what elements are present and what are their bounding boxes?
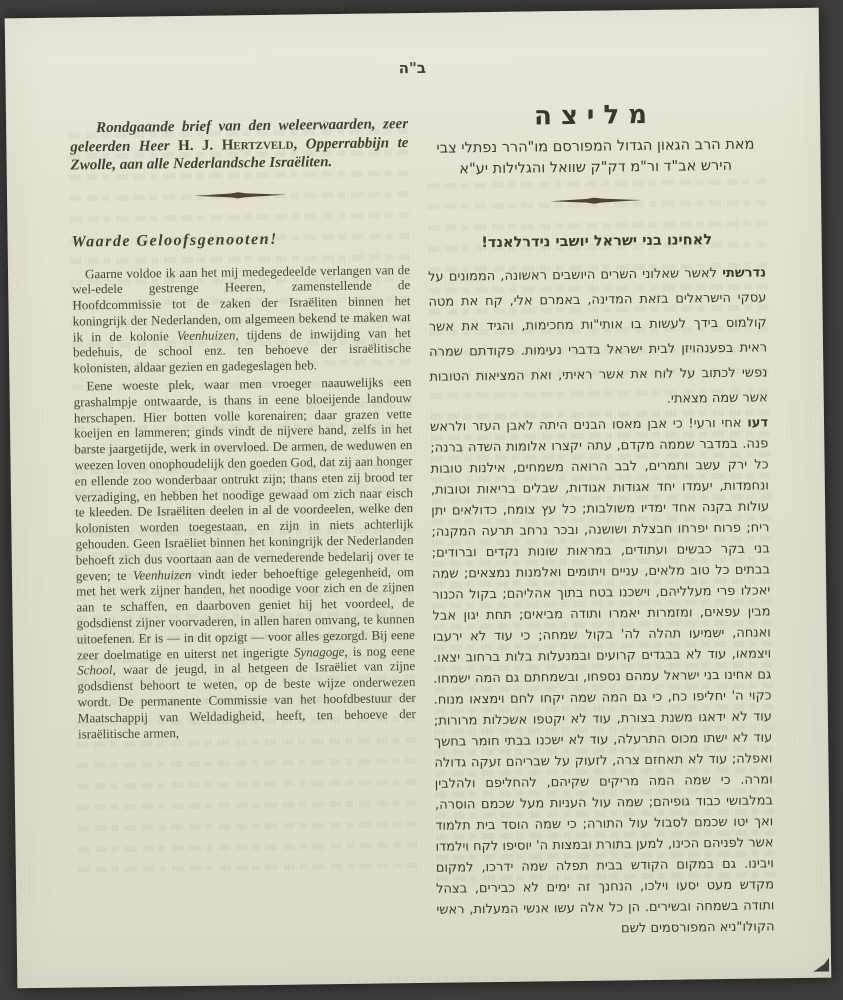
paper-tear-mark [813,958,829,972]
hebrew-paragraph-2 [430,412,775,941]
dutch-paragraph-1: Gaarne voldoe ik aan het mij medegedeelde verlangen van de wel-edele gestrenge Heeren, zamenstellende de Hoofdcommissie tot de zaken der Israëliten binnen het koningrijk der Nederlanden, om algemeen bekend te maken wat ik in de kolonie Veenhuizen, tijdens de inwijding van het bedehuis, de school enz. ten behoeve der israëlitische kolonisten, aldaar gezien en gadegeslagen heb. [72,261,412,376]
hashem-mark: ב"ה [398,58,427,78]
dutch-column [70,115,416,742]
hebrew-paragraph-2-lead: דעו [747,415,769,431]
dutch-paragraph-2: Eene woeste plek, waar men vroeger naauwelijks een grashalmpje ontwaarde, is thans in eene bloeijende landouw herschapen. Hier botten volle korenairen; daar grazen vette koeijen en lammeren; ginds vindt de nijvere hand, zelfs in het barste jaargetijde, werk in overvloed. De armen, de weduwen en weezen loven onophoudelijk den goeden God, dat zij aan honger en ellende zoo wonderbaar ontrukt zijn; thans eten zij brood ter verzadiging, en hebben het noodige gewaad om zich naar eisch te kleeden. De Israëliten deelen in al de voordeelen, welke den kolonisten worden toegestaan, en zijn in niets achterlijk gehouden. Geen Israëliet binnen het koningrijk der Nederlanden behoeft zich dus voortaan aan de vernederende bedelarij over te geven; te Veenhuizen vindt ieder behoeftige gelegenheid, om met het werk zijner handen, het noodige voor zich en de zijnen aan te schaffen, en daarboven geniet hij het voordeel, de godsdienst zijner voorvaderen, in allen haren omvang, te kunnen uitoefenen. Er is — in dit opzigt — voor alles gezorgd. Bij eene zeer doelmatige en uiterst net ingerigte Synagoge, is nog eene School, waar de jeugd, in al hetgeen de Israëliet van zijne godsdienst behoort te weten, op de beste wijze onderwezen wordt. De permanente Commissie van het hoofdbestuur der Maatschappij van Weldadigheid, heeft, ten behoeve der israëlitische armen, [73,374,416,742]
hebrew-paragraph-1 [428,260,768,414]
hebrew-subtitle-line2: הירש אב"ד ור"מ דק"ק שוואל והגלילות יע"א [459,157,733,178]
hebrew-salutation: לאחינו בני ישראל יושבי נידרלאנד! [481,232,713,252]
hebrew-paragraph-2-text: אחי ורעי! כי אבן מאסו הבנים היתה לאבן העזר ולראש פנה. במדבר שממה מקדם, עתה יקצרו אלומות השדה ברנה; כל ירק עשב ותמרים, לבב הרואה משמחים, אילנות טובות ונחמדות, יעמדו יחד אגודות אגודות, שבלים בריאות וטובות, עולות בקנה אחד ימדיו משולבות; כל עץ צומח, כדולאים יתן ריח; פרוח יפרחו חבצלת ושושנה, ובכר נרחב תרעה המקנה; בני בקר כבשים ועתודים, במראות שונות נקדים וברודים; בבתים כל טוב מלאים, עניים ויתומים ואלמנות נמצאים; שמה יאכלו פרי מעלליהם, וישכנו בטח בתוך אהליהם; בקול הכנור מבין עפאים, ומזמרות יאמרו ותודה מביאים; תחת יגון אבל ואנחה, ישמיעו תהלה לה' בקול שמחה; כי עוד לא ירעבו ויצמאו, עוד לא בבגדים קרועים ובמנעלות בלות ברחוב יצאו. גם אחינו בני ישראל עמהם נספחו, ובשמחתם גם המה ישמחו. כקוי ה' יחליפו כח, כי גם המה שמה יקחו לחם וימצאו מנוח. עוד לא ידאגו משנת בצורת, עוד לא יקטפו אשכלות מרורות; עוד לא ישתו מכוס התרעלה, עוד לא ישכנו בבתי חומר בחשך ואפלה; עוד לא תאחזם צרה, לזעוק על שבריהם זעקה גדולה ומרה. כי שמה המה מריקים שקיהם, להחליפם ולהלבין במלבושי כבוד גופיהם; שמה עול העניות מעל שכמם הוסרה, ואך יטו שכמם לסבול עול התורה; כי שמה הוסד בית תלמוד אשר לפניהם הכינו, למען בתורת ובמצות ה' יוסיפו לקח וילמדו ויבינו. גם במקום הקודש בבית תפלה שמה ידרכו, למקום מקדש מעט יסעו וילכו, הנחנך זה ימים לא כבירים, בצהל ותודה בשמחה ובשירים. הן כל אלה עשו אנשי המעלות, ראשי הקולו"ניא המפורסמים לשם [429,415,775,937]
document-page [5,8,832,989]
divider-rule-dutch [71,184,409,206]
swelled-rule-icon [194,191,286,200]
dutch-header: Rondgaande brief van den weleerwaarden, zeer geleerden Heer H. J. Hertzveld, Opperrabbijn te Zwolle, aan alle Nederlandsche Israëliten. [70,116,409,174]
hebrew-title: מליצה [533,99,657,132]
dutch-salutation: Waarde Geloofsgenooten! [71,230,278,251]
divider-rule-hebrew [427,187,765,210]
hebrew-subtitle [426,134,765,180]
hebrew-subtitle-line1: מאת הרב הגאון הגדול המפורסם מו"הרר נפתלי צבי [436,136,755,157]
swelled-rule-icon [550,196,642,205]
hebrew-paragraph-1-text: לאשר שאלוני השרים היושבים ראשונה, הממונים על עסקי הישראלים בזאת המדינה, באמרם אלי, קח את מטה קולמוס בידך לעשות בו אותי"ות מחכימות, והגיד את אשר ראית בפענהויזן לבית ישראל בדברי נעימות. פקודתם שמרה נפשי לכתוב על לוח את אשר ראיתי, ואת המציאות הטובות אשר שמה מצאתי. [428,266,768,407]
hebrew-paragraph-1-lead: נדרשתי [722,265,767,281]
hebrew-column [426,98,775,941]
